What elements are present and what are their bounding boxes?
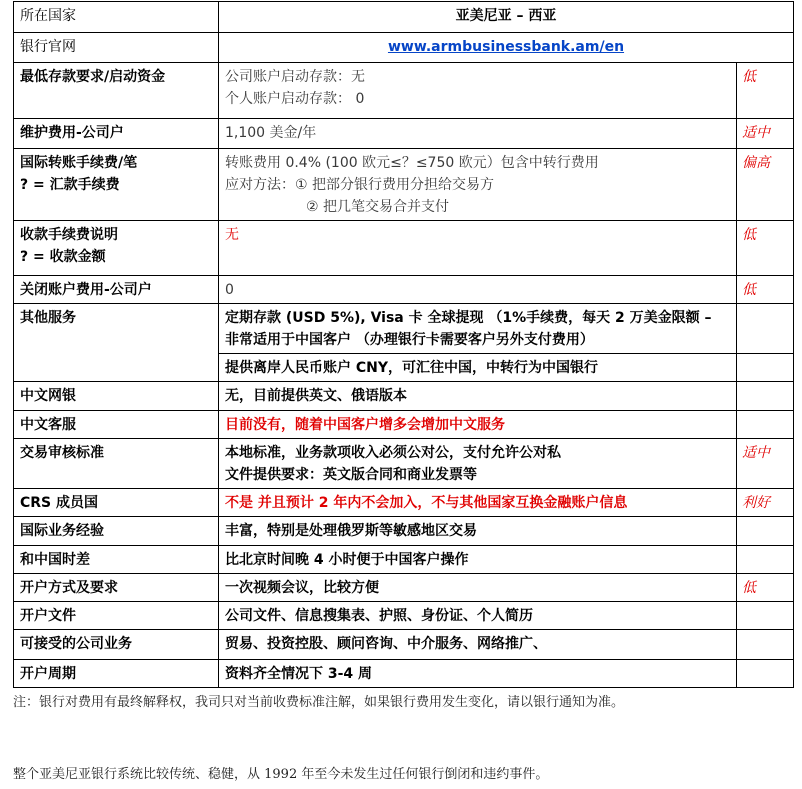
label-website: 银行官网 <box>14 33 219 63</box>
transfer-fee-line1: 转账费用 0.4% (100 欧元≤？≤750 欧元）包含中转行费用 <box>225 155 599 171</box>
rating-open-docs <box>737 602 794 630</box>
value-country: 亚美尼亚 – 西亚 <box>219 2 794 33</box>
value-chinese-ebank: 无，目前提供英文、俄语版本 <box>219 382 737 411</box>
transfer-fee-label2: ? = 汇款手续费 <box>20 177 120 193</box>
bank-website-link[interactable]: www.armbusinessbank.am/en <box>387 39 625 55</box>
row-min-deposit <box>14 63 794 119</box>
value-audit <box>219 439 737 489</box>
value-chinese-service: 目前没有，随着中国客户增多会增加中文服务 <box>219 411 737 439</box>
label-receive-fee <box>14 221 219 276</box>
bank-info-table <box>13 1 794 688</box>
row-audit <box>14 439 794 489</box>
value-open-docs: 公司文件、信息搜集表、护照、身份证、个人简历 <box>219 602 737 630</box>
value-other-services-2: 提供离岸人民币账户 CNY，可汇往中国，中转行为中国银行 <box>219 354 737 382</box>
row-close-fee <box>14 276 794 304</box>
row-country <box>14 2 794 33</box>
transfer-fee-line2: 应对方法：① 把部分银行费用分担给交易方 <box>225 177 494 193</box>
rating-other-services-2 <box>737 354 794 382</box>
rating-intl-experience <box>737 517 794 546</box>
row-transfer-fee <box>14 149 794 221</box>
value-min-deposit <box>219 63 737 119</box>
min-deposit-company: 公司账户启动存款：无 <box>225 69 365 85</box>
label-country: 所在国家 <box>14 2 219 33</box>
label-other-services: 其他服务 <box>14 304 219 382</box>
audit-line1: 本地标准，业务款项收入必须公对公，支付允许公对私 <box>225 445 561 461</box>
rating-chinese-service <box>737 411 794 439</box>
row-chinese-ebank <box>14 382 794 411</box>
row-other-services <box>14 304 794 354</box>
label-close-fee: 关闭账户费用-公司户 <box>14 276 219 304</box>
rating-business <box>737 630 794 660</box>
rating-receive-fee: 低 <box>737 221 794 276</box>
row-open-docs <box>14 602 794 630</box>
row-period <box>14 660 794 688</box>
fee-disclaimer-note: 注：银行对费用有最终解释权，我司只对当前收费标准注解，如果银行费用发生变化，请以银行通知为准。 <box>13 695 625 710</box>
value-period: 资料齐全情况下 3-4 周 <box>219 660 737 688</box>
transfer-fee-label: 国际转账手续费/笔 <box>20 155 138 171</box>
row-receive-fee <box>14 221 794 276</box>
value-close-fee: 0 <box>219 276 737 304</box>
label-period: 开户周期 <box>14 660 219 688</box>
row-chinese-service <box>14 411 794 439</box>
rating-maintenance: 适中 <box>737 119 794 149</box>
rating-other-services-1 <box>737 304 794 354</box>
rating-close-fee: 低 <box>737 276 794 304</box>
rating-chinese-ebank <box>737 382 794 411</box>
label-chinese-service: 中文客服 <box>14 411 219 439</box>
row-crs <box>14 489 794 517</box>
value-business: 贸易、投资控股、顾问咨询、中介服务、网络推广、 <box>219 630 737 660</box>
rating-min-deposit: 低 <box>737 63 794 119</box>
rating-audit: 适中 <box>737 439 794 489</box>
value-crs: 不是 并且预计 2 年内不会加入，不与其他国家互换金融账户信息 <box>219 489 737 517</box>
label-intl-experience: 国际业务经验 <box>14 517 219 546</box>
row-open-method <box>14 574 794 602</box>
label-time-diff: 和中国时差 <box>14 546 219 574</box>
row-maintenance <box>14 119 794 149</box>
value-other-services-1: 定期存款 (USD 5%), Visa 卡 全球提现 （1%手续费，每天 2 万美金限额 – 非常适用于中国客户 （办理银行卡需要客户另外支付费用） <box>219 304 737 354</box>
rating-time-diff <box>737 546 794 574</box>
row-time-diff <box>14 546 794 574</box>
label-chinese-ebank: 中文网银 <box>14 382 219 411</box>
value-maintenance: 1,100 美金/年 <box>219 119 737 149</box>
row-website <box>14 33 794 63</box>
label-open-docs: 开户文件 <box>14 602 219 630</box>
rating-period <box>737 660 794 688</box>
label-audit: 交易审核标准 <box>14 439 219 489</box>
value-transfer-fee <box>219 149 737 221</box>
row-intl-experience <box>14 517 794 546</box>
value-intl-experience: 丰富，特别是处理俄罗斯等敏感地区交易 <box>219 517 737 546</box>
value-receive-fee: 无 <box>219 221 737 276</box>
min-deposit-personal: 个人账户启动存款： 0 <box>225 91 365 107</box>
label-transfer-fee <box>14 149 219 221</box>
row-business <box>14 630 794 660</box>
receive-fee-label2: ? = 收款金额 <box>20 249 106 265</box>
label-min-deposit: 最低存款要求/启动资金 <box>14 63 219 119</box>
receive-fee-label: 收款手续费说明 <box>20 227 118 243</box>
label-maintenance: 维护费用-公司户 <box>14 119 219 149</box>
value-time-diff: 比北京时间晚 4 小时便于中国客户操作 <box>219 546 737 574</box>
value-open-method: 一次视频会议，比较方便 <box>219 574 737 602</box>
rating-crs: 利好 <box>737 489 794 517</box>
transfer-fee-line3: ② 把几笔交易合并支付 <box>306 199 450 215</box>
label-business: 可接受的公司业务 <box>14 630 219 660</box>
rating-transfer-fee: 偏高 <box>737 149 794 221</box>
label-crs: CRS 成员国 <box>14 489 219 517</box>
label-open-method: 开户方式及要求 <box>14 574 219 602</box>
rating-open-method: 低 <box>737 574 794 602</box>
audit-line2: 文件提供要求：英文版合同和商业发票等 <box>225 467 477 483</box>
footer-remark: 整个亚美尼亚银行系统比较传统、稳健，从 1992 年至今未发生过任何银行倒闭和违约事件。 <box>13 767 549 782</box>
